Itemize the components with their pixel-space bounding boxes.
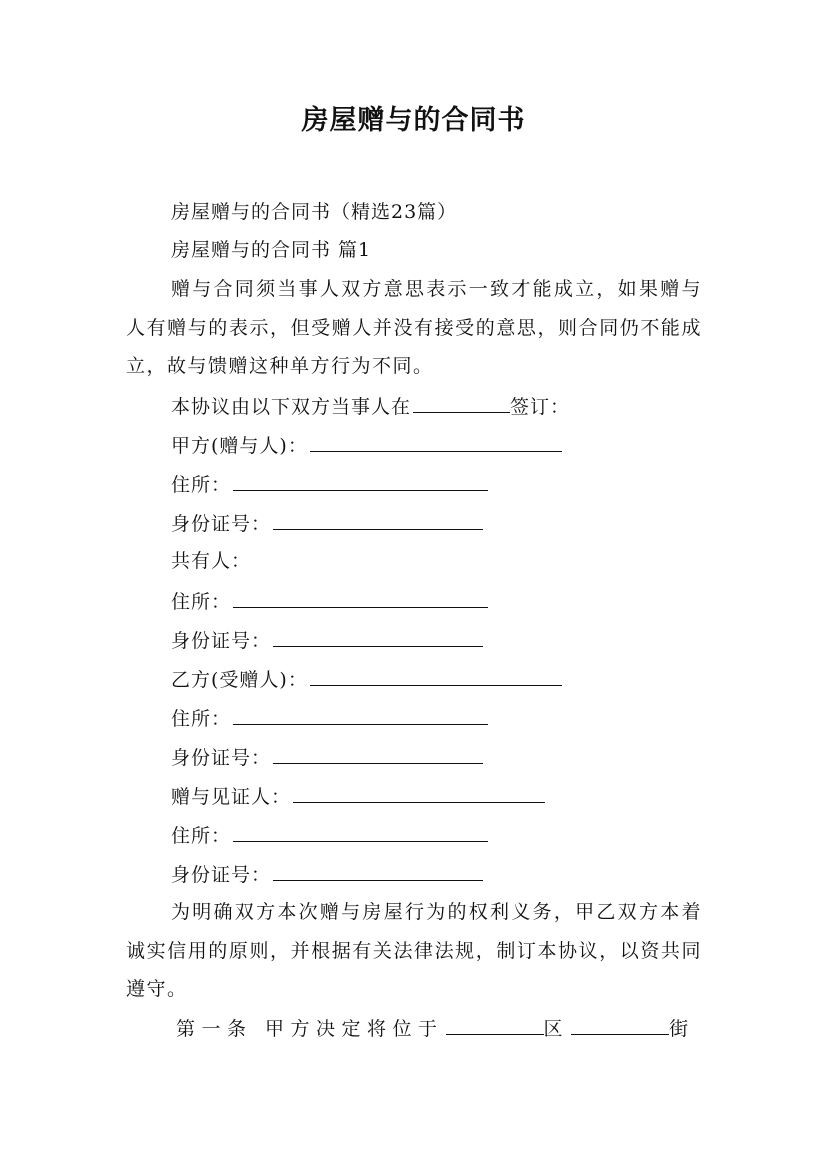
- article-1-street-blank: [571, 1012, 669, 1035]
- party-a-blank: [310, 429, 562, 452]
- intro-paragraph: 赠与合同须当事人双方意思表示一致才能成立，如果赠与人有赠与的表示，但受赠人并没有接受的意思，则合同仍不能成立，故与馈赠这种单方行为不同。: [126, 278, 702, 377]
- sign-place-blank: [413, 390, 510, 413]
- section-heading: 房屋赠与的合同书 篇1: [171, 239, 372, 261]
- article-1-district-blank: [446, 1012, 544, 1035]
- witness-blank: [293, 780, 545, 803]
- party-b-blank: [310, 663, 562, 686]
- id-4-line: [171, 858, 483, 890]
- id-2-label: 身份证号：: [171, 630, 272, 652]
- address-1-label: 住所：: [171, 474, 232, 496]
- document-subtitle: 房屋赠与的合同书（精选23篇）: [171, 201, 458, 223]
- party-b-label: 乙方(受赠人)：: [171, 669, 308, 691]
- article-1-prefix: 第一条 甲方决定将位于: [176, 1018, 444, 1040]
- article-1-mid: 区: [543, 1018, 570, 1040]
- address-2-label: 住所：: [171, 591, 232, 613]
- party-a-line: [171, 429, 562, 461]
- address-2-blank: [233, 585, 488, 608]
- id-1-line: [171, 507, 483, 539]
- party-b-line: [171, 663, 562, 695]
- id-2-line: [171, 624, 483, 656]
- address-4-label: 住所：: [171, 825, 232, 847]
- id-1-label: 身份证号：: [171, 513, 272, 535]
- witness-label: 赠与见证人：: [171, 786, 292, 808]
- document-title: 房屋赠与的合同书: [301, 105, 526, 136]
- party-a-label: 甲方(赠与人)：: [171, 435, 308, 457]
- sign-suffix: 签订：: [510, 396, 571, 418]
- co-owner-label: 共有人：: [171, 550, 252, 572]
- sign-prefix: 本协议由以下双方当事人在: [171, 396, 412, 418]
- id-3-line: [171, 741, 483, 773]
- address-1-line: [171, 468, 488, 500]
- article-1-line: [126, 1012, 702, 1044]
- address-4-blank: [233, 819, 488, 842]
- co-owner-line: [171, 546, 251, 576]
- address-3-line: [171, 702, 488, 734]
- address-1-blank: [233, 468, 488, 491]
- address-2-line: [171, 585, 488, 617]
- id-3-blank: [273, 741, 483, 764]
- id-1-blank: [273, 507, 483, 530]
- id-4-label: 身份证号：: [171, 864, 272, 886]
- witness-line: [171, 780, 545, 812]
- id-2-blank: [273, 624, 483, 647]
- article-1-suffix: 街: [669, 1018, 695, 1040]
- sign-line: [171, 390, 570, 422]
- id-4-blank: [273, 858, 483, 881]
- id-3-label: 身份证号：: [171, 747, 272, 769]
- address-4-line: [171, 819, 488, 851]
- address-3-blank: [233, 702, 488, 725]
- purpose-paragraph: 为明确双方本次赠与房屋行为的权利义务，甲乙双方本着诚实信用的原则，并根据有关法律法规，制订本协议，以资共同遵守。: [126, 901, 702, 1000]
- address-3-label: 住所：: [171, 708, 232, 730]
